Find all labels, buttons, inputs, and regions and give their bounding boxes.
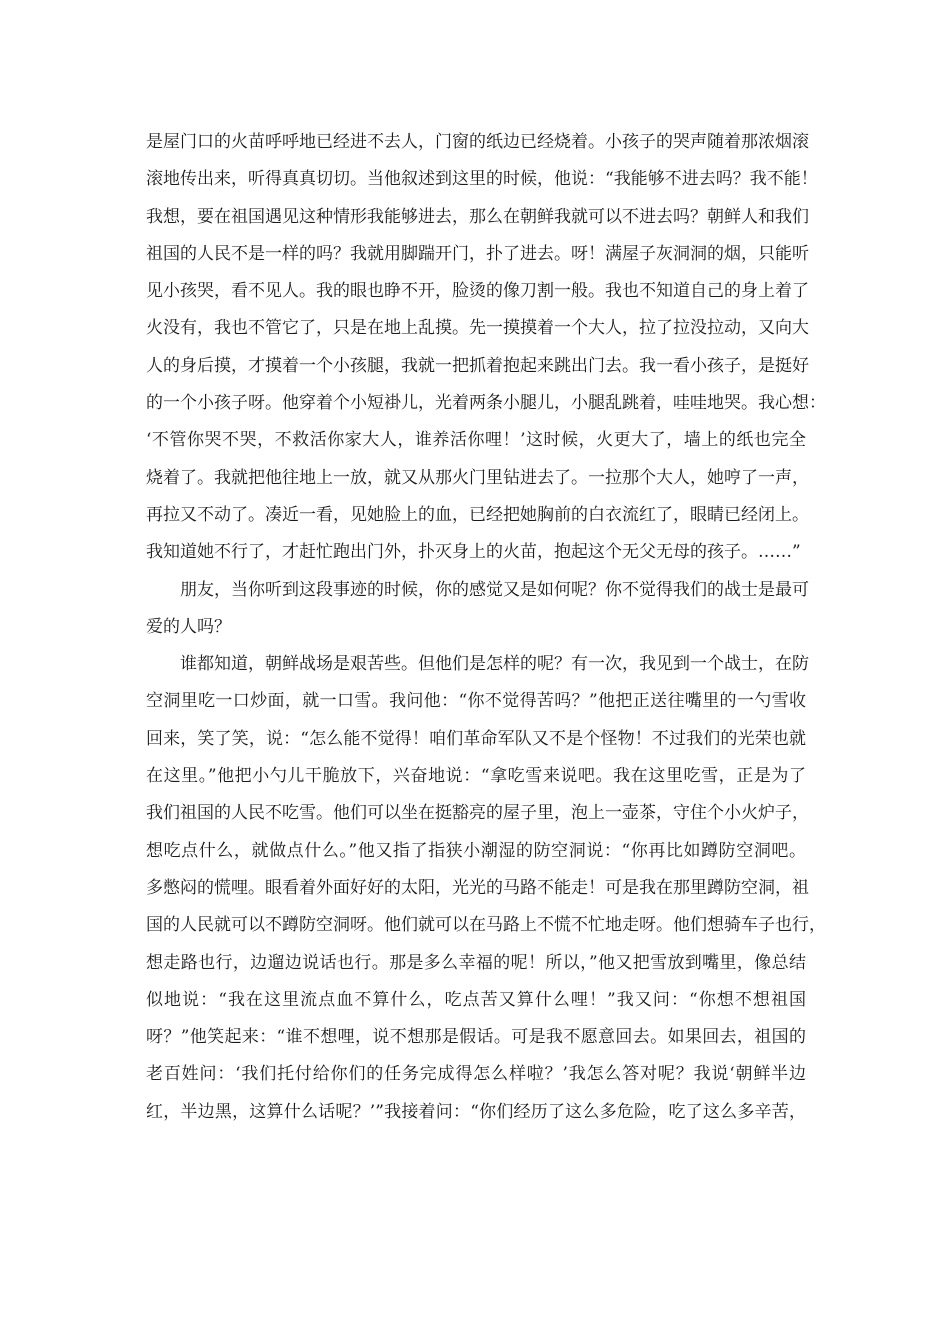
text-line: 烧着了。我就把他往地上一放，就又从那火门里钻进去了。一拉那个大人，她哼了一声， (146, 467, 809, 488)
text-line: 在这里。”他把小勺儿干脆放下，兴奋地说：“拿吃雪来说吧。我在这里吃雪，正是为了 (146, 766, 806, 787)
text-line: 老百姓问：‘我们托付给你们的任务完成得怎么样啦？’我怎么答对呢？我说‘朝鲜半边 (146, 1064, 806, 1085)
text-line: 国的人民就可以不蹲防空洞呀。他们就可以在马路上不慌不忙地走呀。他们想骑车子也行， (146, 915, 826, 936)
text-line: 似地说：“我在这里流点血不算什么，吃点苦又算什么哩！”我又问：“你想不想祖国 (146, 989, 806, 1010)
text-line: 想吃点什么，就做点什么。”他又指了指狭小潮湿的防空洞说：“你再比如蹲防空洞吧。 (146, 840, 806, 861)
text-line: 红，半边黑，这算什么话呢？’”我接着问：“你们经历了这么多危险，吃了这么多辛苦， (146, 1101, 806, 1122)
text-line: 空洞里吃一口炒面，就一口雪。我问他：“你不觉得苦吗？”他把正送往嘴里的一勺雪收 (146, 691, 806, 712)
text-line: 滚地传出来，听得真真切切。当他叙述到这里的时候，他说：“我能够不进去吗？我不能！ (146, 169, 818, 190)
text-line: 的一个小孩子呀。他穿着个小短褂儿，光着两条小腿儿，小腿乱跳着，哇哇地哭。我心想： (146, 393, 826, 414)
text-line: 再拉又不动了。凑近一看，见她脸上的血，已经把她胸前的白衣流红了，眼睛已经闭上。 (146, 504, 809, 525)
text-line: 多憋闷的慌哩。眼看着外面好好的太阳，光光的马路不能走！可是我在那里蹲防空洞，祖 (146, 877, 809, 898)
text-line: 爱的人吗？ (146, 616, 231, 637)
text-line: ‘不管你哭不哭，不救活你家大人，谁养活你哩！’这时候，火更大了，墙上的纸也完全 (146, 430, 806, 451)
text-line: 祖国的人民不是一样的吗？我就用脚踹开门，扑了进去。呀！满屋子灰洞洞的烟，只能听 (146, 243, 809, 264)
text-line: 人的身后摸，才摸着一个小孩腿，我就一把抓着抱起来跳出门去。我一看小孩子，是挺好 (146, 355, 809, 376)
text-line: 见小孩哭，看不见人。我的眼也睁不开，脸烫的像刀割一般。我也不知道自己的身上着了 (146, 281, 809, 302)
paragraph-start-line: 谁都知道，朝鲜战场是艰苦些。但他们是怎样的呢？有一次，我见到一个战士，在防 (180, 654, 809, 675)
text-line: 火没有，我也不管它了，只是在地上乱摸。先一摸摸着一个大人，拉了拉没拉动，又向大 (146, 318, 809, 339)
text-line: 想走路也行，边遛边说话也行。那是多么幸福的呢！所以，”他又把雪放到嘴里，像总结 (146, 952, 806, 973)
article-body (146, 124, 826, 1131)
text-line: 是屋门口的火苗呼呼地已经进不去人，门窗的纸边已经烧着。小孩子的哭声随着那浓烟滚 (146, 132, 809, 152)
paragraph-start-line: 朋友，当你听到这段事迹的时候，你的感觉又是如何呢？你不觉得我们的战士是最可 (180, 579, 809, 600)
text-line: 我知道她不行了，才赶忙跑出门外，扑灭身上的火苗，抱起这个无父无母的孩子。……” (146, 542, 801, 563)
text-line: 我想，要在祖国遇见这种情形我能够进去，那么在朝鲜我就可以不进去吗？朝鲜人和我们 (146, 206, 809, 227)
text-line: 回来，笑了笑，说：“怎么能不觉得！咱们革命军队又不是个怪物！不过我们的光荣也就 (146, 728, 806, 749)
text-line: 我们祖国的人民不吃雪。他们可以坐在挺豁亮的屋子里，泡上一壶茶，守住个小火炉子， (146, 803, 809, 824)
text-line: 呀？”他笑起来：“谁不想哩，说不想那是假话。可是我不愿意回去。如果回去，祖国的 (146, 1027, 806, 1048)
